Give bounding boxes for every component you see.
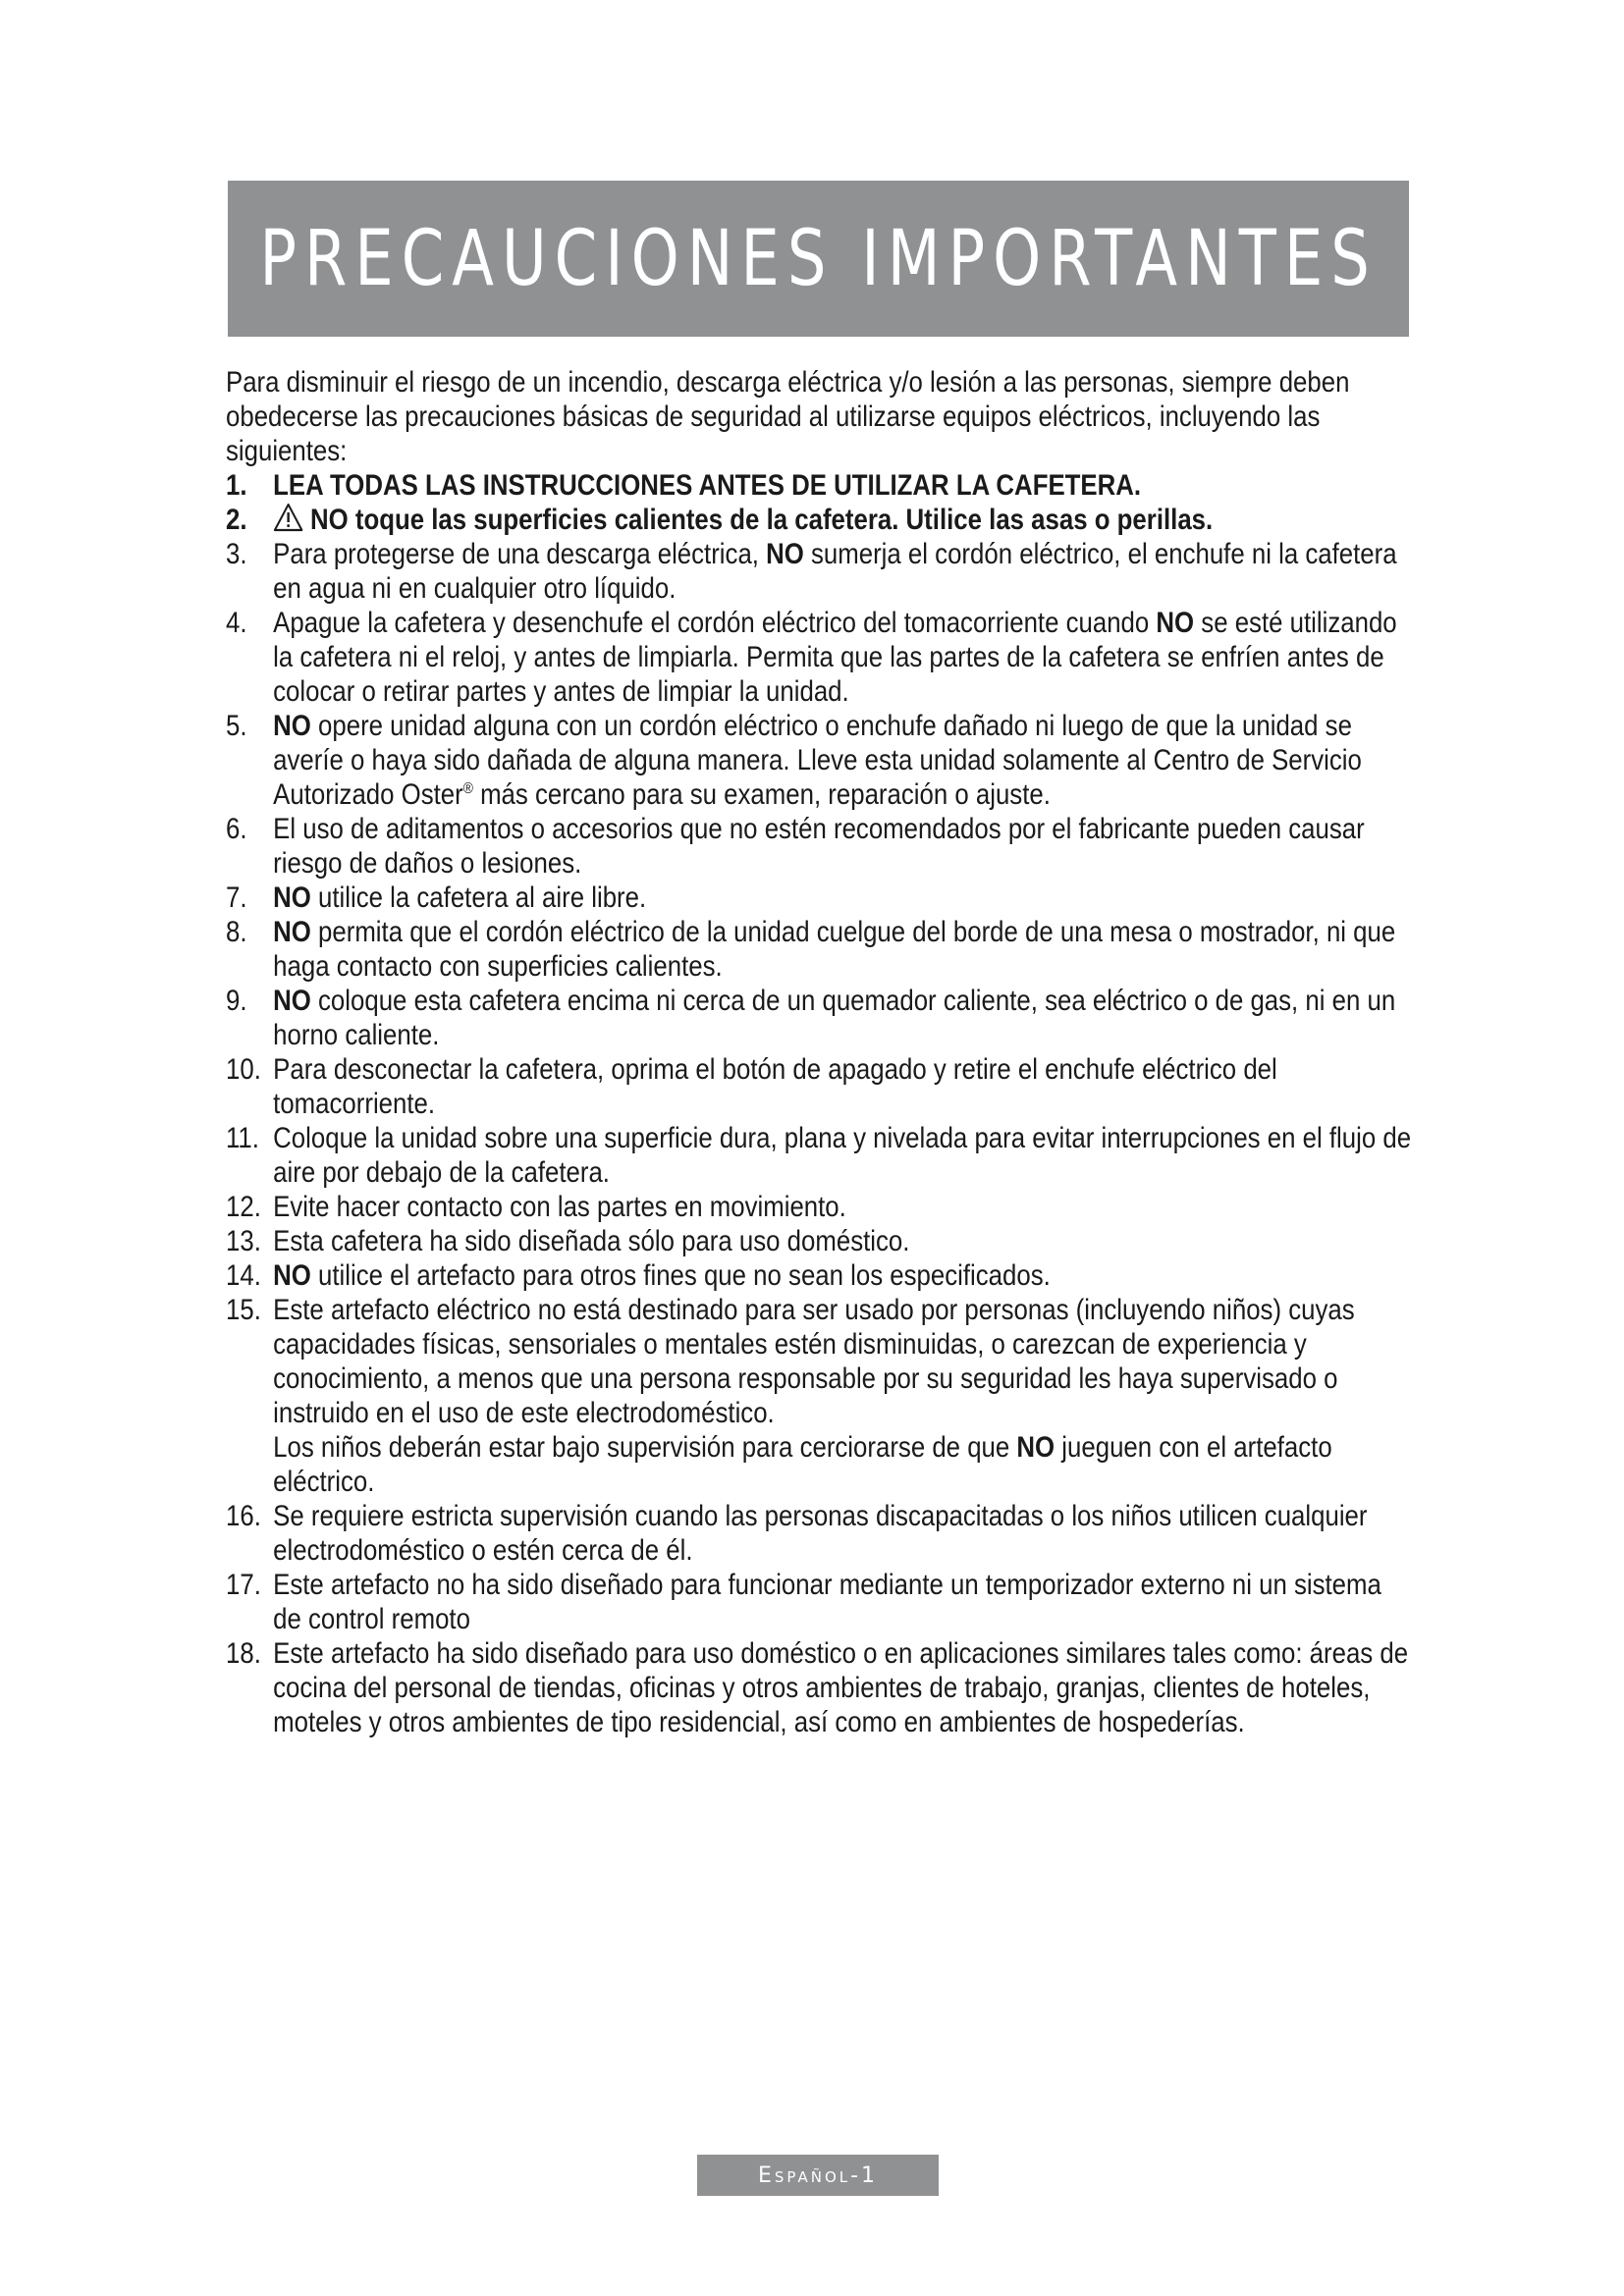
list-item: 8. NO permita que el cordón eléctrico de la unidad cuelgue del borde de una mesa o mostrador, ni que haga contacto con superficies calientes. (226, 916, 1396, 983)
list-item: 11. Coloque la unidad sobre una superficie dura, plana y nivelada para evitar interrupciones en el flujo de aire por debajo de la cafetera. (226, 1122, 1412, 1189)
list-item: 14. NO utilice el artefacto para otros fines que no sean los especificados. (226, 1259, 1051, 1292)
list-item: 10. Para desconectar la cafetera, oprima el botón de apagado y retire el enchufe eléctrico del tomacorriente. (226, 1053, 1277, 1120)
list-item: 2. NO toque las superficies calientes de la cafetera. Utilice las asas o perillas. (226, 504, 1214, 536)
list-item: 6. El uso de aditamentos o accesorios que no estén recomendados por el fabricante pueden causar riesgo de daños o lesiones. (226, 813, 1365, 880)
list-item: 12. Evite hacer contacto con las partes en movimiento. (226, 1191, 846, 1223)
warning-triangle-icon (273, 503, 303, 532)
page-title: PRECAUCIONES IMPORTANTES (259, 214, 1378, 303)
intro-paragraph: Para disminuir el riesgo de un incendio, descarga eléctrica y/o lesión a las personas, siempre deben obedecerse las precauciones básicas de seguridad al utilizarse equipos eléctricos, incluyendo las siguientes: (226, 366, 1350, 467)
page-number-tab (697, 2155, 939, 2196)
list-item: 16. Se requiere estricta supervisión cuando las personas discapacitadas o los niños utilicen cualquier electrodoméstico o estén cerca de él. (226, 1500, 1368, 1567)
list-item: 4. Apague la cafetera y desenchufe el cordón eléctrico del tomacorriente cuando NO se esté utilizando la cafetera ni el reloj, y antes de limpiarla. Permita que las partes de la cafetera se enfríen antes de colocar o retirar partes y antes de limpiar la unidad. (226, 607, 1397, 708)
list-item: 7. NO utilice la cafetera al aire libre. (226, 881, 647, 914)
list-item: 13. Esta cafetera ha sido diseñada sólo para uso doméstico. (226, 1225, 910, 1257)
list-item: 17. Este artefacto no ha sido diseñado para funcionar mediante un temporizador externo ni un sistema de control remoto (226, 1569, 1381, 1635)
precautions-list (226, 468, 1414, 1739)
list-item: 5. NO opere unidad alguna con un cordón eléctrico o enchufe dañado ni luego de que la unidad se averíe o haya sido dañada de alguna manera. Lleve esta unidad solamente al Centro de Servicio Autorizado Oster® más cercano para su examen, reparación o ajuste. (226, 710, 1362, 811)
list-item: 9. NO coloque esta cafetera encima ni cerca de un quemador caliente, sea eléctrico o de gas, ni en un horno caliente. (226, 985, 1396, 1051)
list-item: 1. LEA TODAS LAS INSTRUCCIONES ANTES DE UTILIZAR LA CAFETERA. (226, 469, 1142, 502)
list-item: 15. Este artefacto eléctrico no está destinado para ser usado por personas (incluyendo niños) cuyas capacidades físicas, sensoriales o mentales estén disminuidas, o carezcan de experiencia y conocimiento, a menos que una persona responsable por su seguridad les haya supervisado o instruido en el uso de este electrodoméstico. Los niños deberán estar bajo supervisión para cerciorarse de que NO jueguen con el artefacto eléctrico. (226, 1294, 1355, 1498)
title-banner (228, 181, 1409, 337)
page-number: Español-1 (757, 2163, 879, 2188)
list-item: 3. Para protegerse de una descarga eléctrica, NO sumerja el cordón eléctrico, el enchufe ni la cafetera en agua ni en cualquier otro líquido. (226, 538, 1397, 605)
list-item: 18. Este artefacto ha sido diseñado para uso doméstico o en aplicaciones similares tales como: áreas de cocina del personal de tiendas, oficinas y otros ambientes de trabajo, granjas, clientes de hoteles, moteles y otros ambientes de tipo residencial, así como en ambientes de hospederías. (226, 1637, 1409, 1738)
precautions-content (226, 365, 1414, 1739)
